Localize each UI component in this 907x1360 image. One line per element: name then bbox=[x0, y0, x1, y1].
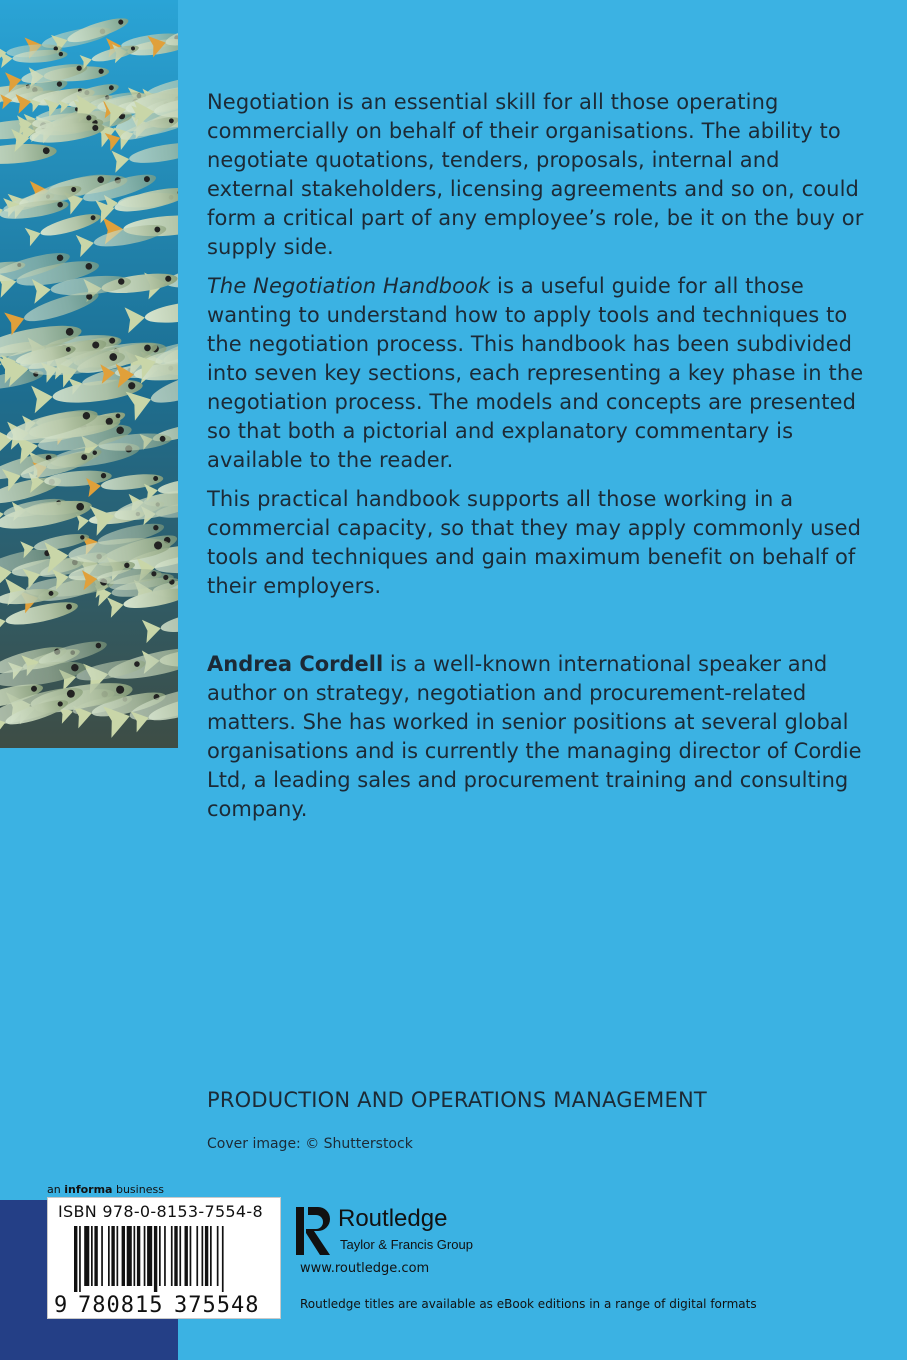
barcode-bar bbox=[84, 1226, 89, 1286]
barcode-bar bbox=[101, 1226, 103, 1286]
barcode-bar bbox=[210, 1226, 212, 1286]
description-paragraph-3: This practical handbook supports all those working in a commercial capacity, so that they may apply commonly used tools and techniques and gain maximum benefit on behalf of their employers. bbox=[207, 487, 862, 598]
barcode-bar bbox=[127, 1226, 132, 1286]
book-title: The Negotiation Handbook bbox=[207, 274, 491, 298]
barcode-bar bbox=[154, 1226, 157, 1292]
barcode-bar bbox=[174, 1226, 177, 1286]
subject-category: PRODUCTION AND OPERATIONS MANAGEMENT bbox=[207, 1088, 707, 1112]
barcode-bar bbox=[94, 1226, 97, 1286]
barcode-bar bbox=[217, 1226, 219, 1286]
routledge-name: Routledge bbox=[338, 1205, 448, 1232]
ebook-note: Routledge titles are available as eBook editions in a range of digital formats bbox=[300, 1297, 757, 1311]
barcode-bar bbox=[117, 1226, 119, 1286]
barcode-bar bbox=[147, 1226, 152, 1286]
routledge-r-icon bbox=[296, 1205, 336, 1257]
barcode-bar bbox=[137, 1226, 140, 1286]
barcode-bar bbox=[179, 1226, 181, 1286]
barcode-bar bbox=[222, 1226, 224, 1292]
author-name: Andrea Cordell bbox=[207, 652, 384, 676]
barcode-digit-lead: 9 bbox=[54, 1293, 68, 1318]
barcode-bars bbox=[74, 1226, 224, 1292]
barcode-digits-left: 780815 bbox=[78, 1293, 164, 1318]
barcode-bar bbox=[79, 1226, 81, 1292]
barcode-bar bbox=[190, 1226, 192, 1286]
barcode-bar bbox=[122, 1226, 125, 1286]
barcode-graphic bbox=[48, 1224, 280, 1318]
informa-business-label: an informa business bbox=[47, 1183, 164, 1196]
barcode-bar bbox=[134, 1226, 136, 1286]
description-paragraph-2-text: is a useful guide for all those wanting to understand how to apply tools and techniques to the negotiation process. This handbook has been subdivided into seven key sections, each representing a key phase in the negotiation process. The models and concepts are presented so that both a pictorial and explanatory commentary is available to the reader. bbox=[207, 274, 864, 472]
barcode-bar bbox=[108, 1226, 110, 1286]
routledge-logo bbox=[296, 1205, 476, 1257]
barcode-bar bbox=[185, 1226, 188, 1286]
routledge-group: Taylor & Francis Group bbox=[340, 1237, 473, 1252]
author-bio-text: is a well-known international speaker and author on strategy, negotiation and procurement-related matters. She has worked in senior positions at several global organisations and is currently the managing director of Cordie Ltd, a leading sales and procurement training and consulting company. bbox=[207, 652, 862, 821]
barcode-bar bbox=[159, 1226, 161, 1286]
barcode-bar bbox=[202, 1226, 204, 1286]
barcode-bar bbox=[205, 1226, 208, 1286]
cover-image-credit: Cover image: © Shutterstock bbox=[207, 1136, 413, 1152]
fish-school-illustration bbox=[0, 0, 178, 748]
barcode-bar bbox=[111, 1226, 114, 1286]
barcode-bar bbox=[196, 1226, 198, 1286]
cover-photo-fish bbox=[0, 0, 178, 748]
barcode-bar bbox=[164, 1226, 166, 1286]
isbn-barcode bbox=[47, 1197, 281, 1319]
informa-brand: informa bbox=[64, 1183, 113, 1196]
barcode-bar bbox=[74, 1226, 77, 1292]
author-bio bbox=[207, 650, 867, 824]
description-paragraph-2 bbox=[207, 272, 867, 475]
barcode-digits-right: 375548 bbox=[174, 1293, 260, 1318]
barcode-bar bbox=[144, 1226, 146, 1286]
book-description bbox=[207, 88, 867, 611]
barcode-bar bbox=[91, 1226, 93, 1286]
isbn-number: ISBN 978-0-8153-7554-8 bbox=[58, 1202, 263, 1221]
barcode-bar bbox=[171, 1226, 173, 1286]
publisher-website[interactable]: www.routledge.com bbox=[300, 1261, 430, 1276]
description-paragraph-1: Negotiation is an essential skill for all those operating commercially on behalf of their organisations. The ability to negotiate quotations, tenders, proposals, internal and external stakeholders, licensing agreements and so on, could form a critical part of any employee’s role, be it on the buy or supply side. bbox=[207, 90, 864, 259]
